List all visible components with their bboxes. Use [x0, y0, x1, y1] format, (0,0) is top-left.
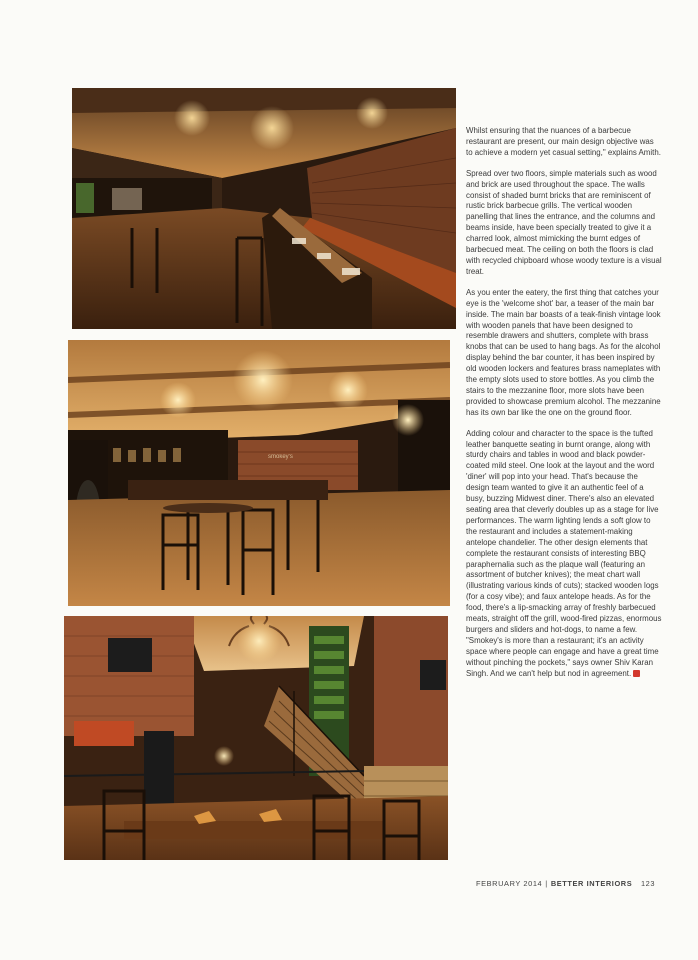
svg-text:smokey's: smokey's	[268, 454, 293, 460]
footer-date: FEBRUARY 2014	[476, 879, 543, 888]
end-of-article-icon	[633, 670, 640, 677]
article-paragraph-last	[466, 429, 662, 680]
article-paragraph-text: Adding colour and character to the space is the tufted leather banquette seating in burnt orange, along with sturdy chairs and tables in wood and black powder-coated mild steel. One look at the layout and the word 'diner' will pop into your head. That's because the design team wanted to give it an authentic feel of a busy, buzzing Midwest diner. There's also an elevated seating area that cleverly doubles up as a stage for live performances. The warm lighting lends a soft glow to the restaurant and includes a statement-making antelope chandelier. The other design elements that complete the restaurant consists of interesting BBQ paraphernalia such as the plaque wall (featuring an assortment of butcher knives); the meat chart wall (illustrating various kinds of cuts); stacked wooden logs (for a cosy vibe); and faux antelope heads. As for the food, there's a lip-smacking array of freshly barbecued meats, straight off the grill, wood-fired pizzas, enormous burgers and sliders and hot-dogs, to name a few. "Smokey's is more than a restaurant; it's an activity space where people can engage and have a great time without pinching the pockets," says owner Shiv Karan Singh. And we can't help but nod in agreement.	[466, 428, 662, 678]
article-paragraph: As you enter the eatery, the first thing that catches your eye is the 'welcome shot' bar, a teaser of the main bar inside. The main bar boasts of a teak-finish vintage look with wooden panels that have been designed to resemble drawers and shutters, complete with brass knobs that can be used to hang bags. As for the alcohol display behind the bar counter, it has been inspired by old wooden lockers and features brass nameplates with the empty slots used to store bottles. As you climb the stairs to the mezzanine floor, more slots have been provided to showcase premium alcohol. The mezzanine has its own bar like the one on the ground floor.	[466, 287, 661, 417]
page-number: 123	[640, 879, 656, 888]
article-body	[466, 126, 662, 690]
article-paragraph: Spread over two floors, simple materials such as wood and brick are used throughout the space. The walls consist of shaded burnt bricks that are reminiscent of rustic brick barbecue grills. The vertical wooden panelling that lines the entrance, and the columns and beams inside, have been specially treated to give it a charred look, almost mimicking the burnt edges of barbecued meat. The ceiling on both the floors is clad with recycled chipboard whose woody texture is a visual treat.	[466, 168, 662, 276]
footer-separator: |	[545, 879, 548, 888]
restaurant-interior-photo-staircase-mezzanine	[64, 616, 448, 860]
restaurant-interior-photo-bar-area	[68, 340, 450, 606]
restaurant-interior-photo-banquette-hall	[72, 88, 456, 329]
page-footer	[476, 879, 666, 888]
footer-publication: BETTER INTERIORS	[550, 879, 633, 888]
article-paragraph: Whilst ensuring that the nuances of a barbecue restaurant are present, our main design objective was to achieve a modern yet casual setting," explains Amith.	[466, 126, 661, 157]
